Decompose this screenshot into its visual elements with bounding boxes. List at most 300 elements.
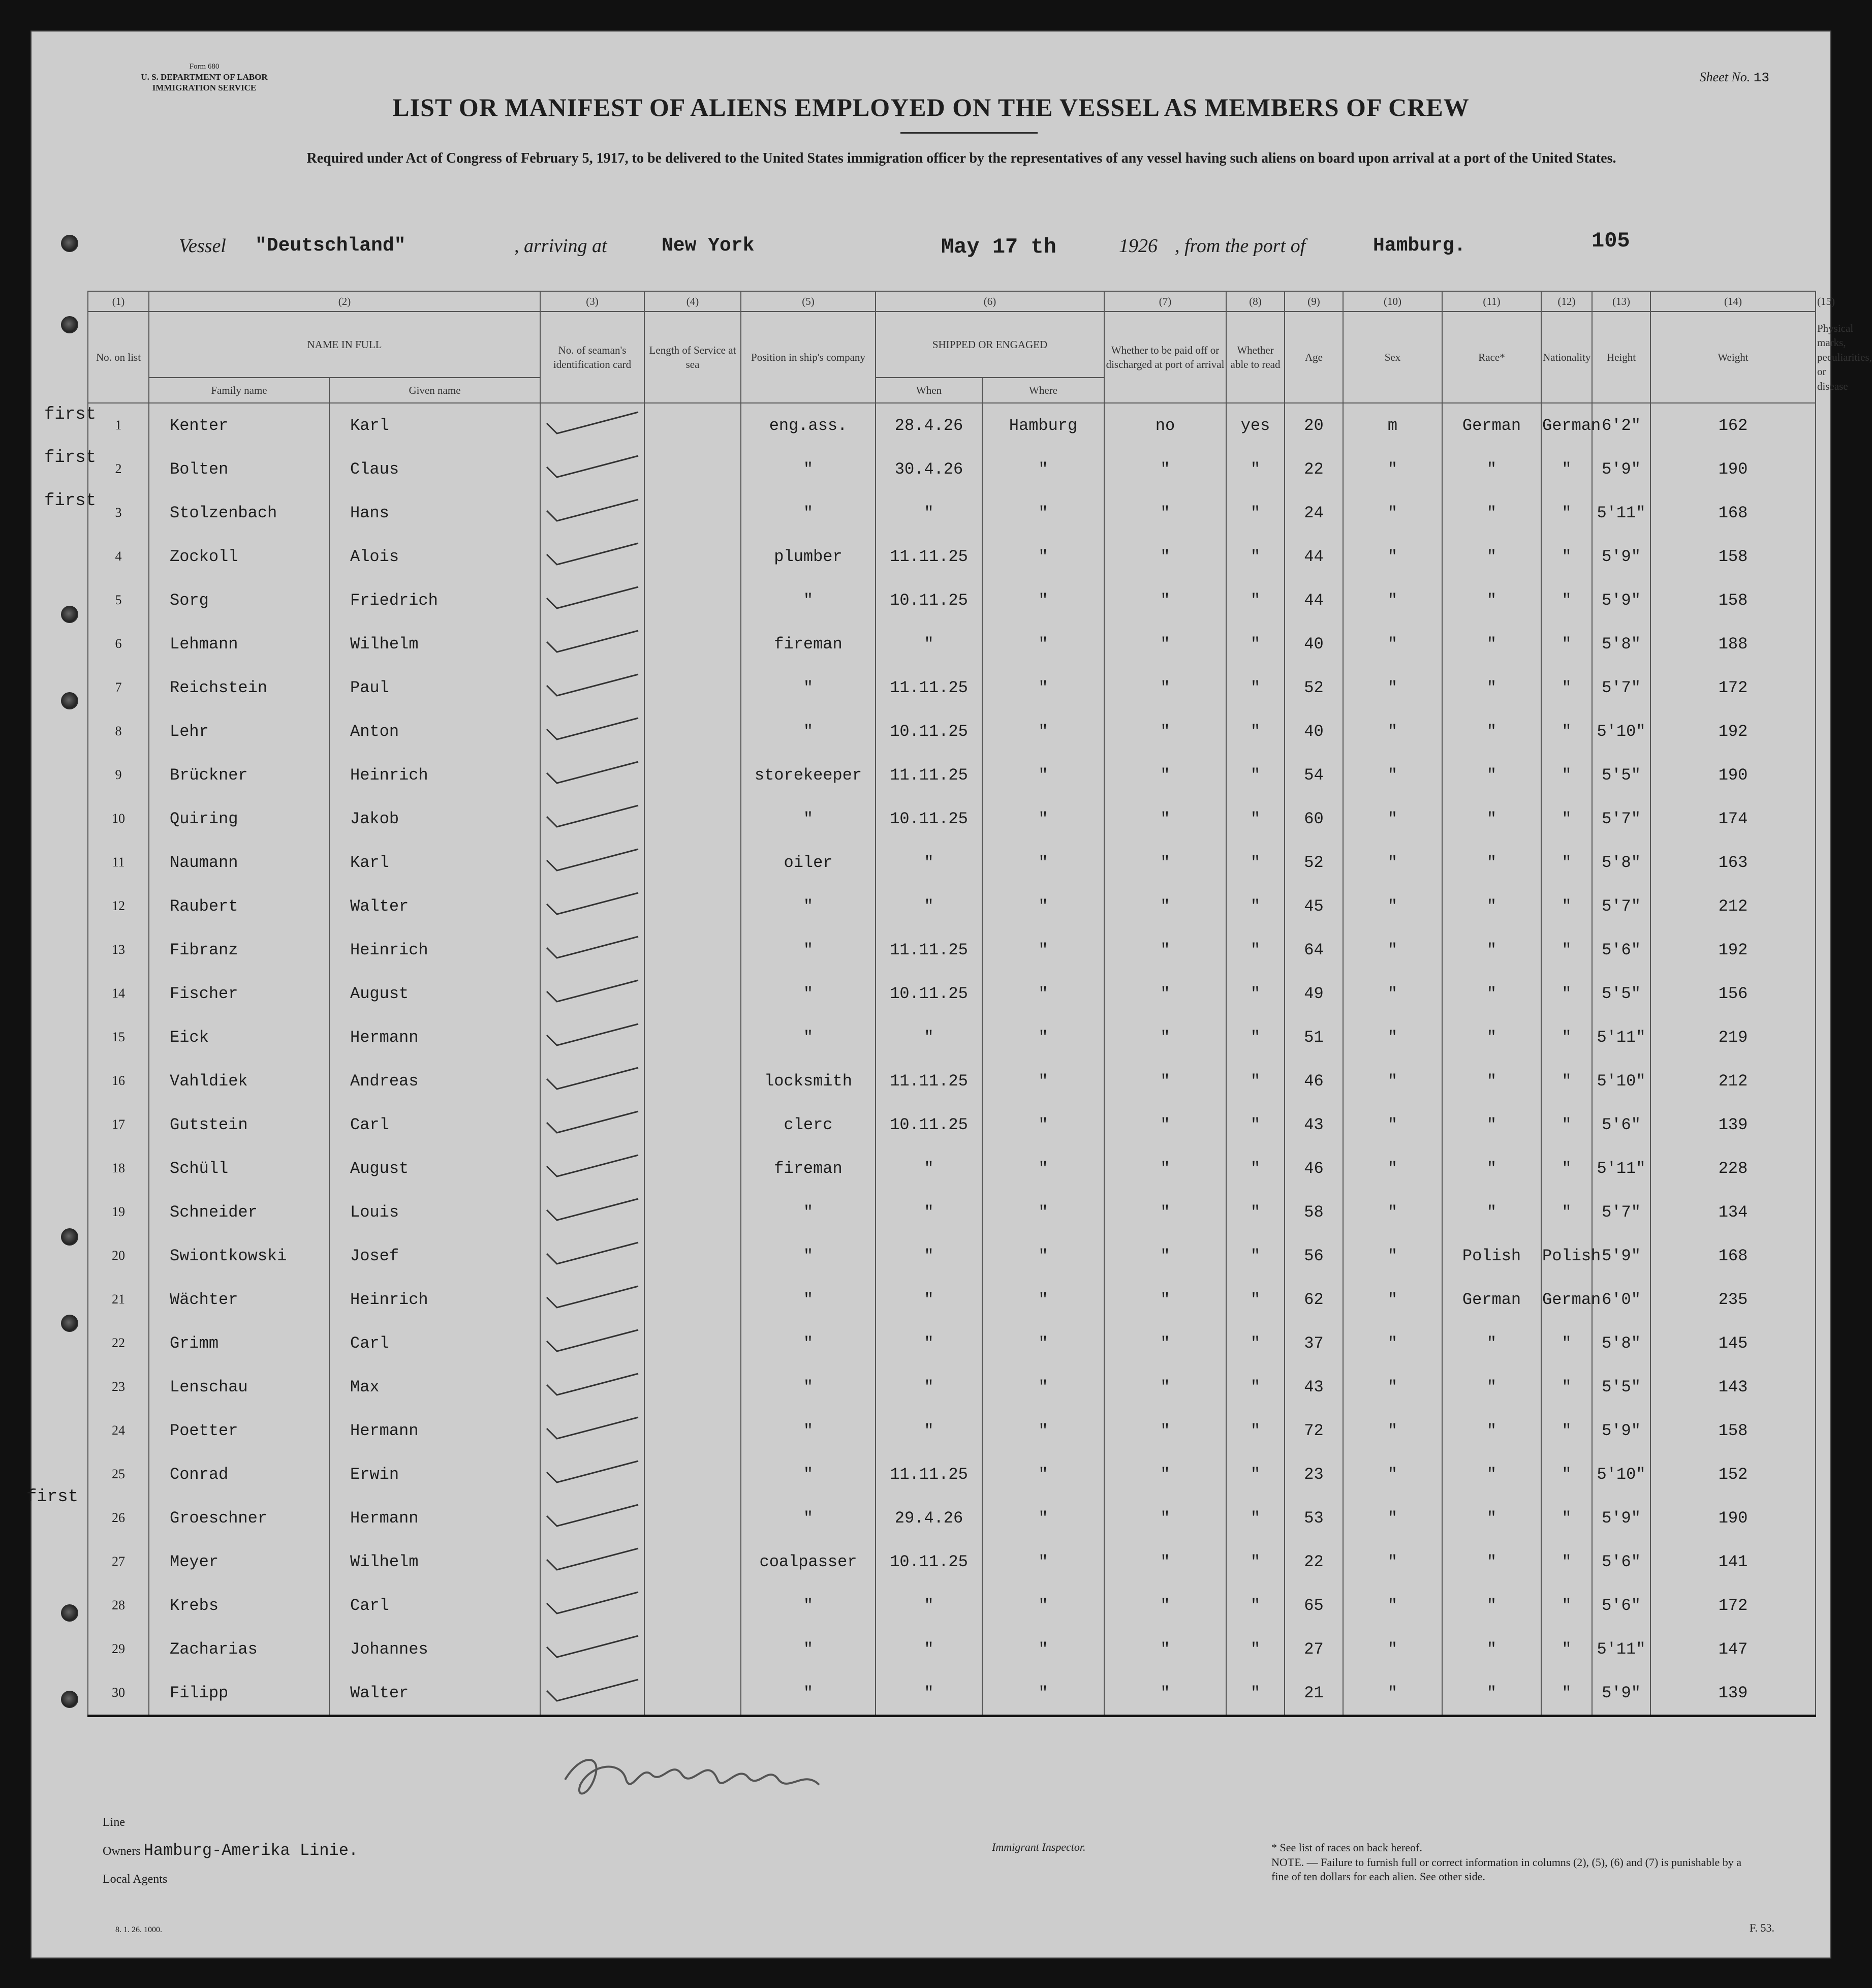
age-cell: 44: [1285, 535, 1343, 578]
nationality-cell: ": [1541, 666, 1592, 709]
id-card-check-cell: [540, 447, 644, 491]
shipped-when-cell: 11.11.25: [876, 1059, 982, 1103]
able-to-read-cell: yes: [1226, 403, 1285, 447]
row-number-cell: 6: [88, 622, 149, 666]
age-cell: 22: [1285, 1540, 1343, 1583]
length-service-cell: [644, 1059, 741, 1103]
family-name-cell: Brückner: [149, 753, 329, 797]
shipped-where-cell: ": [982, 1059, 1104, 1103]
nationality-cell: ": [1541, 1146, 1592, 1190]
check-mark-icon: [542, 539, 643, 570]
margin-note: first: [44, 491, 97, 511]
nationality-cell: ": [1541, 884, 1592, 928]
race-cell: ": [1442, 1583, 1541, 1627]
nationality-cell: Polish: [1541, 1234, 1592, 1278]
margin-note: first: [44, 448, 97, 468]
given-name-cell: Walter: [329, 884, 540, 928]
given-name-cell: Carl: [329, 1321, 540, 1365]
weight-cell: 152: [1650, 1452, 1816, 1496]
col-num: (3): [540, 291, 644, 312]
header-sex: Sex: [1343, 312, 1442, 403]
length-service-cell: [644, 709, 741, 753]
height-cell: 5'9": [1592, 1671, 1650, 1716]
weight-cell: 212: [1650, 1059, 1816, 1103]
able-to-read-cell: ": [1226, 1059, 1285, 1103]
sex-cell: ": [1343, 928, 1442, 972]
sex-cell: m: [1343, 403, 1442, 447]
nationality-cell: German: [1541, 1278, 1592, 1321]
owners-value: Hamburg-Amerika Linie.: [143, 1841, 359, 1860]
shipped-where-cell: ": [982, 1015, 1104, 1059]
sex-cell: ": [1343, 578, 1442, 622]
shipped-where-cell: ": [982, 1103, 1104, 1146]
race-cell: ": [1442, 753, 1541, 797]
shipped-when-cell: 10.11.25: [876, 797, 982, 841]
nationality-cell: ": [1541, 447, 1592, 491]
family-name-cell: Lenschau: [149, 1365, 329, 1409]
table-row: [88, 1190, 1816, 1234]
race-cell: German: [1442, 1278, 1541, 1321]
id-card-check-cell: [540, 972, 644, 1015]
shipped-where-cell: ": [982, 1365, 1104, 1409]
check-mark-icon: [542, 1370, 643, 1400]
id-card-check-cell: [540, 622, 644, 666]
race-cell: ": [1442, 1496, 1541, 1540]
weight-cell: 188: [1650, 622, 1816, 666]
paid-off-cell: ": [1104, 1409, 1226, 1452]
check-mark-icon: [542, 1588, 643, 1619]
footer-note: [1271, 1841, 1754, 1884]
age-cell: 46: [1285, 1146, 1343, 1190]
sex-cell: ": [1343, 666, 1442, 709]
row-number-cell: 26: [88, 1496, 149, 1540]
nationality-cell: ": [1541, 797, 1592, 841]
table-row: [88, 1627, 1816, 1671]
weight-cell: 163: [1650, 841, 1816, 884]
able-to-read-cell: ": [1226, 578, 1285, 622]
shipped-when-cell: 11.11.25: [876, 753, 982, 797]
sex-cell: ": [1343, 1496, 1442, 1540]
sex-cell: ": [1343, 884, 1442, 928]
nationality-cell: ": [1541, 753, 1592, 797]
shipped-where-cell: ": [982, 578, 1104, 622]
given-name-cell: Heinrich: [329, 928, 540, 972]
shipped-when-cell: ": [876, 491, 982, 535]
given-name-cell: Johannes: [329, 1627, 540, 1671]
shipped-when-cell: ": [876, 1627, 982, 1671]
height-cell: 5'11": [1592, 1146, 1650, 1190]
check-mark-icon: [542, 1195, 643, 1225]
age-cell: 62: [1285, 1278, 1343, 1321]
able-to-read-cell: ": [1226, 1321, 1285, 1365]
form-header: [98, 62, 311, 93]
col-num: (12): [1541, 291, 1592, 312]
sex-cell: ": [1343, 709, 1442, 753]
row-number-cell: 20: [88, 1234, 149, 1278]
shipped-where-cell: ": [982, 1278, 1104, 1321]
paid-off-cell: ": [1104, 1146, 1226, 1190]
height-cell: 6'2": [1592, 403, 1650, 447]
able-to-read-cell: ": [1226, 709, 1285, 753]
given-name-cell: Louis: [329, 1190, 540, 1234]
able-to-read-cell: ": [1226, 447, 1285, 491]
shipped-where-cell: ": [982, 1583, 1104, 1627]
length-service-cell: [644, 841, 741, 884]
given-name-cell: Walter: [329, 1671, 540, 1716]
sex-cell: ": [1343, 753, 1442, 797]
given-name-cell: Hermann: [329, 1015, 540, 1059]
nationality-cell: ": [1541, 1015, 1592, 1059]
nationality-cell: ": [1541, 578, 1592, 622]
height-cell: 5'9": [1592, 1496, 1650, 1540]
shipped-when-cell: 10.11.25: [876, 1103, 982, 1146]
form-code: F. 53.: [1750, 1921, 1774, 1934]
col-num: (10): [1343, 291, 1442, 312]
nationality-cell: ": [1541, 1583, 1592, 1627]
position-cell: ": [741, 666, 876, 709]
height-cell: 5'10": [1592, 1059, 1650, 1103]
margin-note: first: [26, 1487, 79, 1507]
given-name-cell: Carl: [329, 1583, 540, 1627]
paid-off-cell: ": [1104, 1583, 1226, 1627]
row-number-cell: 2: [88, 447, 149, 491]
table-row: [88, 1671, 1816, 1716]
shipped-where-cell: ": [982, 491, 1104, 535]
sex-cell: ": [1343, 491, 1442, 535]
punch-hole-icon: [61, 1604, 78, 1622]
family-name-cell: Schüll: [149, 1146, 329, 1190]
id-card-check-cell: [540, 1321, 644, 1365]
nationality-cell: ": [1541, 1452, 1592, 1496]
footer-labels: [103, 1810, 358, 1891]
height-cell: 5'6": [1592, 928, 1650, 972]
family-name-cell: Zacharias: [149, 1627, 329, 1671]
check-mark-icon: [542, 408, 643, 439]
length-service-cell: [644, 447, 741, 491]
shipped-when-cell: 11.11.25: [876, 535, 982, 578]
height-cell: 5'10": [1592, 709, 1650, 753]
given-name-cell: Carl: [329, 1103, 540, 1146]
position-cell: fireman: [741, 622, 876, 666]
race-cell: ": [1442, 1409, 1541, 1452]
length-service-cell: [644, 1234, 741, 1278]
nationality-cell: ": [1541, 1409, 1592, 1452]
age-cell: 24: [1285, 491, 1343, 535]
weight-cell: 228: [1650, 1146, 1816, 1190]
able-to-read-cell: ": [1226, 1234, 1285, 1278]
sex-cell: ": [1343, 841, 1442, 884]
table-row: [88, 1583, 1816, 1627]
col-num: (2): [149, 291, 540, 312]
able-to-read-cell: ": [1226, 1540, 1285, 1583]
race-cell: ": [1442, 884, 1541, 928]
family-name-cell: Conrad: [149, 1452, 329, 1496]
able-to-read-cell: ": [1226, 1496, 1285, 1540]
shipped-when-cell: ": [876, 1321, 982, 1365]
sex-cell: ": [1343, 622, 1442, 666]
paid-off-cell: ": [1104, 1627, 1226, 1671]
length-service-cell: [644, 1583, 741, 1627]
race-cell: ": [1442, 447, 1541, 491]
table-row: [88, 1059, 1816, 1103]
paid-off-cell: no: [1104, 403, 1226, 447]
given-name-cell: Wilhelm: [329, 1540, 540, 1583]
family-name-cell: Krebs: [149, 1583, 329, 1627]
sex-cell: ": [1343, 1365, 1442, 1409]
check-mark-icon: [542, 627, 643, 657]
age-cell: 52: [1285, 666, 1343, 709]
weight-cell: 145: [1650, 1321, 1816, 1365]
row-number-cell: 25: [88, 1452, 149, 1496]
table-row: [88, 666, 1816, 709]
nationality-cell: ": [1541, 1540, 1592, 1583]
table-row: [88, 841, 1816, 884]
paid-off-cell: ": [1104, 1059, 1226, 1103]
age-cell: 64: [1285, 928, 1343, 972]
id-card-check-cell: [540, 403, 644, 447]
position-cell: ": [741, 884, 876, 928]
header-height: Height: [1592, 312, 1650, 403]
age-cell: 72: [1285, 1409, 1343, 1452]
able-to-read-cell: ": [1226, 491, 1285, 535]
shipped-where-cell: ": [982, 1671, 1104, 1716]
punch-hole-icon: [61, 692, 78, 709]
weight-cell: 235: [1650, 1278, 1816, 1321]
age-cell: 52: [1285, 841, 1343, 884]
service-name: IMMIGRATION SERVICE: [152, 83, 257, 92]
able-to-read-cell: ": [1226, 1015, 1285, 1059]
paid-off-cell: ": [1104, 1671, 1226, 1716]
vessel-name: "Deutschland": [255, 235, 406, 257]
header-paid-off: Whether to be paid off or discharged at port of arrival: [1104, 312, 1226, 403]
table-row: [88, 709, 1816, 753]
given-name-cell: Erwin: [329, 1452, 540, 1496]
height-cell: 5'5": [1592, 1365, 1650, 1409]
height-cell: 5'11": [1592, 491, 1650, 535]
check-mark-icon: [542, 933, 643, 963]
col-num: (9): [1285, 291, 1343, 312]
check-mark-icon: [542, 1457, 643, 1487]
family-name-cell: Groeschner: [149, 1496, 329, 1540]
row-number-cell: 23: [88, 1365, 149, 1409]
given-name-cell: Josef: [329, 1234, 540, 1278]
sex-cell: ": [1343, 1059, 1442, 1103]
paid-off-cell: ": [1104, 841, 1226, 884]
header-read: Whether able to read: [1226, 312, 1285, 403]
race-cell: ": [1442, 622, 1541, 666]
length-service-cell: [644, 1627, 741, 1671]
race-cell: German: [1442, 403, 1541, 447]
height-cell: 5'5": [1592, 972, 1650, 1015]
races-note: * See list of races on back hereof.: [1271, 1841, 1422, 1854]
weight-cell: 147: [1650, 1627, 1816, 1671]
race-cell: ": [1442, 797, 1541, 841]
race-cell: ": [1442, 491, 1541, 535]
header-shipped: SHIPPED OR ENGAGED: [876, 312, 1104, 378]
position-cell: ": [741, 1278, 876, 1321]
header-family-name: Family name: [149, 378, 329, 403]
sex-cell: ": [1343, 1540, 1442, 1583]
sex-cell: ": [1343, 1671, 1442, 1716]
age-cell: 37: [1285, 1321, 1343, 1365]
shipped-where-cell: ": [982, 884, 1104, 928]
race-cell: ": [1442, 1015, 1541, 1059]
family-name-cell: Sorg: [149, 578, 329, 622]
sex-cell: ": [1343, 1278, 1442, 1321]
check-mark-icon: [542, 1632, 643, 1662]
shipped-when-cell: 11.11.25: [876, 928, 982, 972]
length-service-cell: [644, 1671, 741, 1716]
able-to-read-cell: ": [1226, 622, 1285, 666]
col-num: (6): [876, 291, 1104, 312]
height-cell: 5'9": [1592, 1409, 1650, 1452]
given-name-cell: Hermann: [329, 1409, 540, 1452]
position-cell: ": [741, 578, 876, 622]
table-row: [88, 1496, 1816, 1540]
length-service-cell: [644, 972, 741, 1015]
shipped-when-cell: ": [876, 622, 982, 666]
able-to-read-cell: ": [1226, 1103, 1285, 1146]
col-num: (1): [88, 291, 149, 312]
given-name-cell: Heinrich: [329, 1278, 540, 1321]
shipped-when-cell: 29.4.26: [876, 1496, 982, 1540]
height-cell: 5'6": [1592, 1103, 1650, 1146]
id-card-check-cell: [540, 753, 644, 797]
family-name-cell: Swiontkowski: [149, 1234, 329, 1278]
shipped-when-cell: ": [876, 1583, 982, 1627]
check-mark-icon: [542, 495, 643, 526]
row-number-cell: 11: [88, 841, 149, 884]
shipped-where-cell: ": [982, 797, 1104, 841]
crew-table: (1) (2) (3) (4) (5) (6) (7) (8) (9) (10) (11) (12) (13) (14) (15) No. on list NAME IN FULL No. of seaman's identification card Length of Service at sea Position in ship's company SHIPPED OR ENGAGED Whether to be paid off or discharged at port of arrival Whether able to read Age Sex Race* Nationality Height Weight Physical marks, peculiarities, or disease Family name Given name When Where 1 Kenter Karl eng.ass. 28.4.26 Hamburg no yes 20 m German German 6'2" 162 2 Bolten Claus " 30.4.26 " " " 22 " " " 5'9" 190 3 Stolzenbach Hans " " " " " 24 " " " 5'11" 168 4 Zockoll Alois plumber 11.11.25 " " " 44 " " " 5'9" 158 5 Sorg Friedrich " 10.11.25 " " " 44 " " " 5'9" 158 6 Lehmann Wilhelm fireman " " " " 40 " " " 5'8" 188 7 Reichstein Paul " 11.11.25 " " " 52 " " " 5'7" 172 8 Lehr Anton " 10.11.25 " " " 40 " " " 5'10" 192 9 Brückner Heinrich storekeeper 11.11.25 " " " 54 " " " 5'5" 190 10 Quiring Jakob " 10.11.25 " " " 60 " " " 5'7" 174 11 Naumann Karl oiler " " " " 52 " " " 5'8" 163 12 Raubert Walter " " " " " 45 " " " 5'7" 212 13 Fibranz Heinrich " 11.11.25 " " " 64 " " " 5'6" 192 14 Fischer August " 10.11.25 " " " 49 " " " 5'5" 156 15 Eick Hermann " " " " " 51 " " " 5'11" 219 16 Vahldiek Andreas locksmith 11.11.25 " " " 46 " " " 5'10" 212 17 Gutstein Carl clerc 10.11.25 " " " 43 " " " 5'6" 139 18 Schüll August fireman " " " " 46 " " " 5'11" 228 19 Schneider Louis " " " " " 58 " " " 5'7" 134 20 Swiontkowski Josef " " " " " 56 " Polish Polish 5'9" 168 21 Wächter Heinrich " " " " " 62 " German German 6'0" 235 22 Grimm Carl " " " " " 37 " " " 5'8" 145 23 Lenschau Max " " " " " 43 " " " 5'5" 143 24 Poetter Hermann " " " " " 72 " " " 5'9" 158 25 Conrad Erwin " 11.11.25 " " " 23 " " " 5'10" 152 26 Groeschner Hermann " 29.4.26 " " " 53 " " " 5'9" 190 27 Meyer Wilhelm coalpasser 10.11.25 " " " 22 " " " 5'6" 141 28 Krebs Carl " " " " " 65 " " " 5'6" 172 29 Zacharias Johannes " " " " " 27 " " " 5'11" 147 30 Filipp Walter " " " " " 21 " " " 5'9" 139: [87, 291, 1815, 1717]
able-to-read-cell: ": [1226, 884, 1285, 928]
table-row: [88, 447, 1816, 491]
nationality-cell: ": [1541, 972, 1592, 1015]
height-cell: 5'11": [1592, 1627, 1650, 1671]
id-card-check-cell: [540, 1540, 644, 1583]
paid-off-cell: ": [1104, 666, 1226, 709]
weight-cell: 192: [1650, 709, 1816, 753]
table-row: [88, 928, 1816, 972]
weight-cell: 212: [1650, 884, 1816, 928]
family-name-cell: Quiring: [149, 797, 329, 841]
weight-cell: 172: [1650, 666, 1816, 709]
check-mark-icon: [542, 1151, 643, 1182]
row-number-cell: 27: [88, 1540, 149, 1583]
table-row: [88, 403, 1816, 447]
paid-off-cell: ": [1104, 1015, 1226, 1059]
nationality-cell: ": [1541, 535, 1592, 578]
race-cell: ": [1442, 1452, 1541, 1496]
check-mark-icon: [542, 1238, 643, 1269]
inspector-label: Immigrant Inspector.: [992, 1841, 1086, 1853]
age-cell: 44: [1285, 578, 1343, 622]
weight-cell: 190: [1650, 753, 1816, 797]
arrival-date: May 17 th: [941, 235, 1056, 259]
form-number: Form 680: [189, 63, 220, 71]
height-cell: 5'8": [1592, 622, 1650, 666]
sex-cell: ": [1343, 1015, 1442, 1059]
able-to-read-cell: ": [1226, 1627, 1285, 1671]
sex-cell: ": [1343, 447, 1442, 491]
table-row: [88, 1234, 1816, 1278]
shipped-when-cell: 11.11.25: [876, 666, 982, 709]
position-cell: ": [741, 1409, 876, 1452]
family-name-cell: Lehmann: [149, 622, 329, 666]
page-subtitle: Required under Act of Congress of February 5, 1917, to be delivered to the United States immigration officer by the representatives of any vessel having such aliens on board upon arrival at a port of the United States.: [306, 150, 1616, 166]
nationality-cell: ": [1541, 1671, 1592, 1716]
given-name-cell: Jakob: [329, 797, 540, 841]
paid-off-cell: ": [1104, 753, 1226, 797]
header-weight: Weight: [1650, 312, 1816, 403]
table-row: [88, 972, 1816, 1015]
owners-row: [103, 1835, 358, 1867]
sex-cell: ": [1343, 1583, 1442, 1627]
family-name-cell: Fischer: [149, 972, 329, 1015]
family-name-cell: Grimm: [149, 1321, 329, 1365]
col-num: (8): [1226, 291, 1285, 312]
row-number-cell: 19: [88, 1190, 149, 1234]
check-mark-icon: [542, 1020, 643, 1050]
given-name-cell: Max: [329, 1365, 540, 1409]
shipped-when-cell: 10.11.25: [876, 709, 982, 753]
given-name-cell: Paul: [329, 666, 540, 709]
page-stamp: 105: [1592, 229, 1630, 253]
nationality-cell: ": [1541, 491, 1592, 535]
age-cell: 40: [1285, 622, 1343, 666]
able-to-read-cell: ": [1226, 1671, 1285, 1716]
sex-cell: ": [1343, 1234, 1442, 1278]
able-to-read-cell: ": [1226, 1452, 1285, 1496]
check-mark-icon: [542, 758, 643, 788]
position-cell: clerc: [741, 1103, 876, 1146]
check-mark-icon: [542, 1064, 643, 1094]
table-row: [88, 797, 1816, 841]
position-cell: ": [741, 1627, 876, 1671]
given-name-cell: Karl: [329, 403, 540, 447]
margin-note: first: [44, 405, 97, 424]
given-name-cell: August: [329, 1146, 540, 1190]
race-cell: ": [1442, 1321, 1541, 1365]
table-row: [88, 1321, 1816, 1365]
id-card-check-cell: [540, 841, 644, 884]
nationality-cell: ": [1541, 841, 1592, 884]
table-row: [88, 884, 1816, 928]
given-name-cell: Alois: [329, 535, 540, 578]
length-service-cell: [644, 797, 741, 841]
table-row: [88, 1409, 1816, 1452]
sex-cell: ": [1343, 535, 1442, 578]
weight-cell: 174: [1650, 797, 1816, 841]
title-rule: [900, 132, 1038, 134]
family-name-cell: Poetter: [149, 1409, 329, 1452]
weight-cell: 143: [1650, 1365, 1816, 1409]
row-number-cell: 16: [88, 1059, 149, 1103]
header-no-on-list: No. on list: [88, 312, 149, 403]
id-card-check-cell: [540, 1496, 644, 1540]
table-row: [88, 535, 1816, 578]
age-cell: 40: [1285, 709, 1343, 753]
arriving-label: , arriving at: [514, 235, 607, 257]
shipped-where-cell: ": [982, 1540, 1104, 1583]
height-cell: 5'11": [1592, 1015, 1650, 1059]
shipped-where-cell: ": [982, 841, 1104, 884]
shipped-where-cell: ": [982, 928, 1104, 972]
shipped-when-cell: 10.11.25: [876, 972, 982, 1015]
sheet-number-label: Sheet No.: [1699, 70, 1751, 84]
shipped-where-cell: ": [982, 1321, 1104, 1365]
shipped-where-cell: ": [982, 972, 1104, 1015]
